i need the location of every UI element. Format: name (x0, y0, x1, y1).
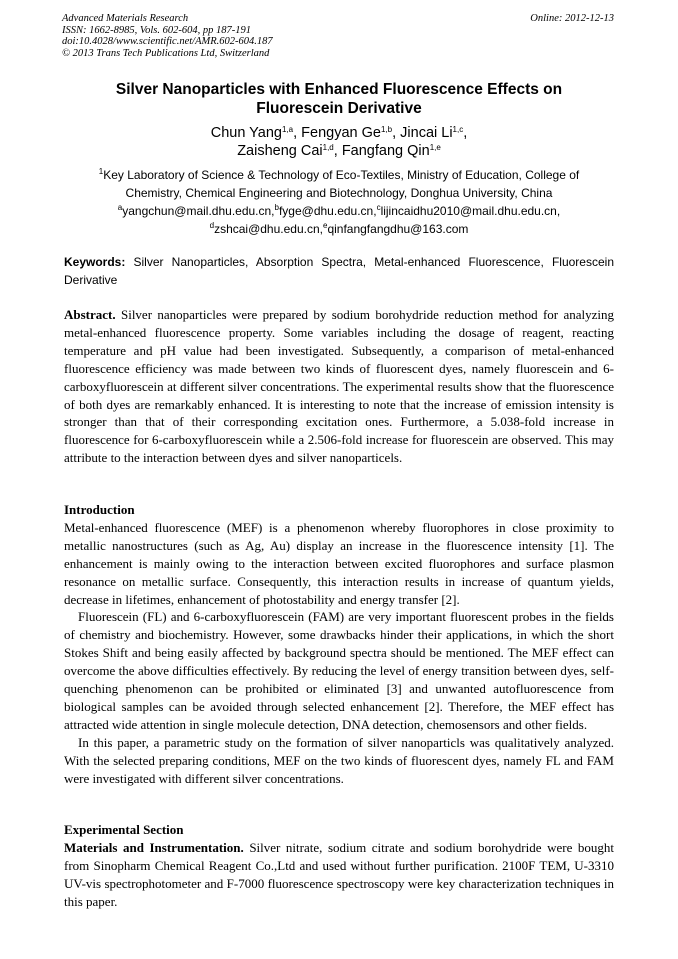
author-name: Chun Yang (210, 125, 282, 141)
author-name: Zaisheng Cai (237, 143, 323, 159)
abstract-section (64, 306, 614, 467)
email-sup: b (274, 203, 279, 212)
email-link[interactable]: yangchun@mail.dhu.edu.cn, (122, 204, 275, 218)
title-line-1: Silver Nanoparticles with Enhanced Fluorescence Effects on (115, 81, 563, 98)
affiliation-block (62, 166, 616, 238)
keywords-text: Silver Nanoparticles, Absorption Spectra, Metal-enhanced Fluorescence, Fluorescein Derivative (64, 255, 614, 287)
email-link[interactable]: lijincaidhu2010@mail.dhu.edu.cn, (380, 204, 561, 218)
affiliation-sup: 1 (98, 167, 104, 176)
paragraph: In this paper, a parametric study on the formation of silver nanoparticls was qualitatively analyzed. With the selected preparing conditions, MEF on the two kinds of fluorescent dyes, namely FL and FAM were investigated with different silver concentrations. (64, 734, 614, 786)
journal-name: Advanced Materials Research (62, 13, 189, 24)
paragraph: Metal-enhanced fluorescence (MEF) is a phenomenon whereby fluorophores in close proximity to metallic nanostructures (such as Ag, Au) display an increase in the fluorescence intensity [1]. The enhancement is mainly owing to the interaction between excited fluorophores and surface plasmon resonance on metallic surface. Consequently, this interaction results in increase of quantum yields, decrease in lifetimes, enhancement of photostability and energy transfer [2]. (64, 519, 614, 607)
paragraph: Silver nitrate, sodium citrate and sodium borohydride were bought from Sinopharm Chemical Reagent Co.,Ltd and used without further purification. 2100F TEM, U-3310 UV-vis spectrophotometer and F-7000 fluorescence spectroscopy were key characterization techniques in this paper. (64, 839, 615, 909)
copyright-line: © 2013 Trans Tech Publications Ltd, Switzerland (62, 47, 270, 59)
paper-title (62, 80, 616, 118)
email-link[interactable]: qinfangfangdhu@163.com (327, 222, 469, 236)
journal-header (62, 13, 614, 59)
subsection-label: Materials and Instrumentation. (64, 839, 244, 855)
issn-line: ISSN: 1662-8985, Vols. 602-604, pp 187-191 (62, 24, 251, 36)
email-sup: e (322, 221, 328, 230)
author-name: Jincai Li (400, 125, 453, 141)
author-list: Chun Yang$^{1,a}$, Fengyan Ge$^{1,b}$, Jincai Li$^{1,c}$, Zaisheng Cai$^{1,d}$, Fangfang Qin$^{1,e}$ (210, 125, 468, 159)
email-line-1 (62, 202, 616, 220)
author-sup: 1,b (380, 125, 393, 134)
author-sup: 1,c (452, 125, 464, 134)
author-sup: 1,d (322, 143, 334, 152)
email-link[interactable]: zshcai@dhu.edu.cn, (214, 222, 323, 236)
author-sup: 1,e (429, 143, 441, 152)
email-sup: c (376, 203, 381, 212)
abstract-label: Abstract. (64, 307, 116, 322)
email-sup: d (209, 221, 215, 230)
email-sup: a (117, 203, 123, 212)
keywords (64, 254, 614, 289)
keywords-label: Keywords: (64, 255, 126, 269)
doi-line: doi:10.4028/www.scientific.net/AMR.602-604.187 (62, 36, 273, 47)
affiliation-line-2: Chemistry, Chemical Engineering and Biotechnology, Donghua University, China (125, 186, 553, 200)
author-name: Fengyan Ge (301, 125, 381, 141)
introduction-section (64, 501, 614, 788)
affiliation-line-1: Key Laboratory of Science & Technology of Eco-Textiles, Ministry of Education, College of (103, 168, 580, 182)
author-sup: 1,a (281, 125, 294, 134)
section-heading: Introduction (64, 502, 135, 517)
author-name: Fangfang Qin (341, 143, 430, 159)
online-date: Online: 2012-12-13 (530, 13, 614, 24)
paragraph: Fluorescein (FL) and 6-carboxyfluorescein (FAM) are very important fluorescent probes in the fields of chemistry and biochemistry. However, some drawbacks hinder their applications, in which the short Stokes Shift and being easily affected by background spectra should be mentioned. The MEF effect can overcome the above difficulties effectively. By reducing the level of energy transition between dyes, self-quenching phenomenon can be prohibited or eliminated [3] and unwanted autofluorescence from biological samples can be avoided through selected enhancement [2]. Therefore, the MEF effect has attracted wide attention in single molecule detection, DNA detection, chemosensors and other fields. (64, 609, 614, 732)
email-link[interactable]: fyge@dhu.edu.cn, (278, 204, 377, 218)
email-line-2 (62, 220, 616, 238)
abstract-text: Silver nanoparticles were prepared by sodium borohydride reduction method for analyzing metal-enhanced fluorescence property. Some variables including the dosage of reagent, reacting temperature and pH value had been investigated. Subsequently, a comparison of metal-enhanced fluorescence efficiency was made between two kinds of fluorescent dyes, namely fluorescein and 6-carboxyfluorescein at different silver concentrations. The experimental results show that the fluorescence of both dyes are remarkably enhanced. It is interesting to note that the increase of emission intensity is stronger than that of their corresponding excitation ones. Furthermore, a 5.038-fold increase in fluorescence for 6-carboxyfluorescein while a 2.506-fold increase for fluorescein are observed. This may attribute to the interaction between dyes and silver nanoparticels. (64, 307, 614, 466)
title-line-2: Fluorescein Derivative (256, 100, 422, 117)
section-heading: Experimental Section (64, 822, 184, 837)
experimental-section (64, 821, 614, 911)
